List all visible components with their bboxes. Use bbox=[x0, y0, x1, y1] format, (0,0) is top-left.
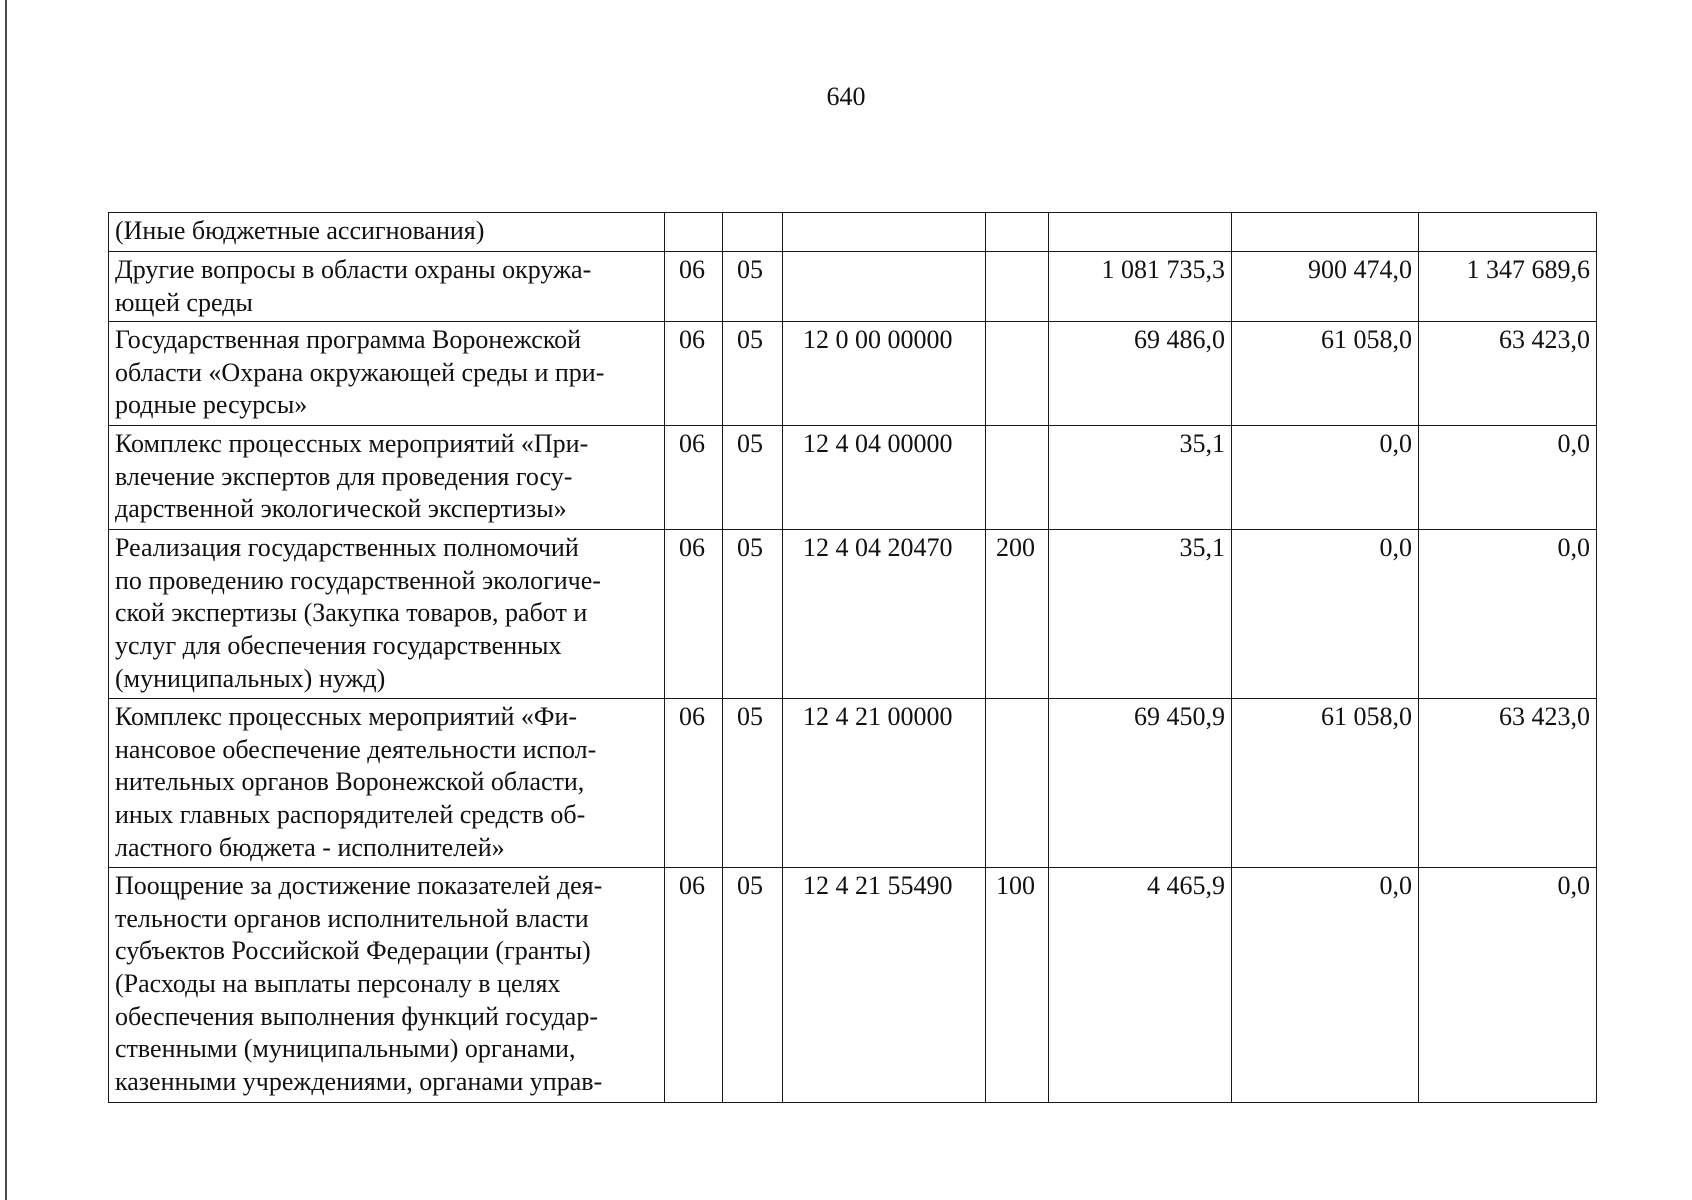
pr-cell: 05 bbox=[723, 252, 783, 322]
csr-cell: 12 4 04 20470 bbox=[783, 530, 986, 699]
table-row bbox=[109, 322, 1597, 426]
pr-cell: 05 bbox=[723, 868, 783, 1103]
row-name bbox=[109, 213, 665, 252]
row-name-line: области «Охрана окружающей среды и при- bbox=[115, 357, 605, 387]
row-name bbox=[109, 868, 665, 1103]
rz-cell: 06 bbox=[665, 530, 723, 699]
rz-cell: 06 bbox=[665, 252, 723, 322]
row-name-line: по проведению государственной экологиче- bbox=[115, 565, 601, 595]
amount-year3-cell: 63 423,0 bbox=[1419, 699, 1597, 868]
rz-cell: 06 bbox=[665, 868, 723, 1103]
table-body bbox=[109, 213, 1597, 1103]
amount-year3-cell bbox=[1419, 213, 1597, 252]
row-name-line: ющей среды bbox=[115, 287, 253, 317]
csr-cell bbox=[783, 213, 986, 252]
row-name-line: иных главных распорядителей средств об- bbox=[115, 799, 586, 829]
row-name-line: родные ресурсы» bbox=[115, 390, 308, 420]
row-name-line: нансовое обеспечение деятельности испол- bbox=[115, 734, 597, 764]
table-row bbox=[109, 868, 1597, 1103]
page-number: 640 bbox=[826, 82, 866, 111]
vr-cell bbox=[986, 322, 1049, 426]
row-name-line: Комплекс процессных мероприятий «Фи- bbox=[115, 702, 578, 732]
csr-cell: 12 4 04 00000 bbox=[783, 426, 986, 530]
amount-year1-cell: 69 450,9 bbox=[1049, 699, 1232, 868]
amount-year3-cell: 0,0 bbox=[1419, 868, 1597, 1103]
amount-year1-cell: 69 486,0 bbox=[1049, 322, 1232, 426]
table-row bbox=[109, 426, 1597, 530]
csr-cell: 12 4 21 00000 bbox=[783, 699, 986, 868]
row-name-line: ластного бюджета - исполнителей» bbox=[115, 832, 505, 862]
row-name bbox=[109, 426, 665, 530]
vr-cell bbox=[986, 252, 1049, 322]
rz-cell: 06 bbox=[665, 426, 723, 530]
row-name-line: влечение экспертов для проведения госу- bbox=[115, 461, 573, 491]
row-name bbox=[109, 530, 665, 699]
row-name-line: (Иные бюджетные ассигнования) bbox=[115, 216, 485, 245]
csr-cell: 12 4 21 55490 bbox=[783, 868, 986, 1103]
amount-year1-cell: 35,1 bbox=[1049, 426, 1232, 530]
row-name-line: ственными (муниципальными) органами, bbox=[115, 1034, 576, 1064]
row-name bbox=[109, 252, 665, 322]
row-name-line: нительных органов Воронежской области, bbox=[115, 767, 585, 797]
row-name-line: тельности органов исполнительной власти bbox=[115, 903, 589, 933]
amount-year2-cell: 61 058,0 bbox=[1232, 699, 1419, 868]
table-row bbox=[109, 530, 1597, 699]
pr-cell bbox=[723, 213, 783, 252]
vr-cell: 100 bbox=[986, 868, 1049, 1103]
row-name-line: Другие вопросы в области охраны окружа- bbox=[115, 255, 592, 284]
table-row bbox=[109, 213, 1597, 252]
table-row bbox=[109, 699, 1597, 868]
amount-year2-cell: 0,0 bbox=[1232, 868, 1419, 1103]
row-name-line: Комплекс процессных мероприятий «При- bbox=[115, 429, 589, 459]
vr-cell bbox=[986, 699, 1049, 868]
pr-cell: 05 bbox=[723, 699, 783, 868]
amount-year1-cell: 1 081 735,3 bbox=[1049, 252, 1232, 322]
row-name-line: Государственная программа Воронежской bbox=[115, 325, 582, 355]
rz-cell bbox=[665, 213, 723, 252]
row-name-line: ской экспертизы (Закупка товаров, работ и bbox=[115, 598, 588, 628]
vr-cell bbox=[986, 426, 1049, 530]
row-name-line: (муниципальных) нужд) bbox=[115, 663, 386, 693]
rz-cell: 06 bbox=[665, 699, 723, 868]
csr-cell bbox=[783, 252, 986, 322]
budget-table bbox=[108, 212, 1597, 1103]
page-left-edge bbox=[5, 0, 7, 1200]
amount-year2-cell: 900 474,0 bbox=[1232, 252, 1419, 322]
vr-cell: 200 bbox=[986, 530, 1049, 699]
amount-year1-cell: 4 465,9 bbox=[1049, 868, 1232, 1103]
amount-year3-cell: 0,0 bbox=[1419, 426, 1597, 530]
amount-year2-cell bbox=[1232, 213, 1419, 252]
vr-cell bbox=[986, 213, 1049, 252]
amount-year1-cell bbox=[1049, 213, 1232, 252]
table-row bbox=[109, 252, 1597, 322]
amount-year3-cell: 63 423,0 bbox=[1419, 322, 1597, 426]
row-name-line: обеспечения выполнения функций государ- bbox=[115, 1001, 598, 1031]
amount-year2-cell: 0,0 bbox=[1232, 426, 1419, 530]
row-name-line: казенными учреждениями, органами управ- bbox=[115, 1066, 603, 1096]
amount-year1-cell: 35,1 bbox=[1049, 530, 1232, 699]
pr-cell: 05 bbox=[723, 426, 783, 530]
csr-cell: 12 0 00 00000 bbox=[783, 322, 986, 426]
amount-year2-cell: 0,0 bbox=[1232, 530, 1419, 699]
row-name bbox=[109, 322, 665, 426]
row-name-line: субъектов Российской Федерации (гранты) bbox=[115, 936, 591, 966]
row-name bbox=[109, 699, 665, 868]
pr-cell: 05 bbox=[723, 322, 783, 426]
row-name-line: дарственной экологической экспертизы» bbox=[115, 494, 567, 524]
amount-year2-cell: 61 058,0 bbox=[1232, 322, 1419, 426]
amount-year3-cell: 1 347 689,6 bbox=[1419, 252, 1597, 322]
row-name-line: Поощрение за достижение показателей дея- bbox=[115, 871, 603, 901]
row-name-line: Реализация государственных полномочий bbox=[115, 533, 579, 563]
row-name-line: (Расходы на выплаты персоналу в целях bbox=[115, 968, 561, 998]
amount-year3-cell: 0,0 bbox=[1419, 530, 1597, 699]
pr-cell: 05 bbox=[723, 530, 783, 699]
row-name-line: услуг для обеспечения государственных bbox=[115, 630, 562, 660]
rz-cell: 06 bbox=[665, 322, 723, 426]
